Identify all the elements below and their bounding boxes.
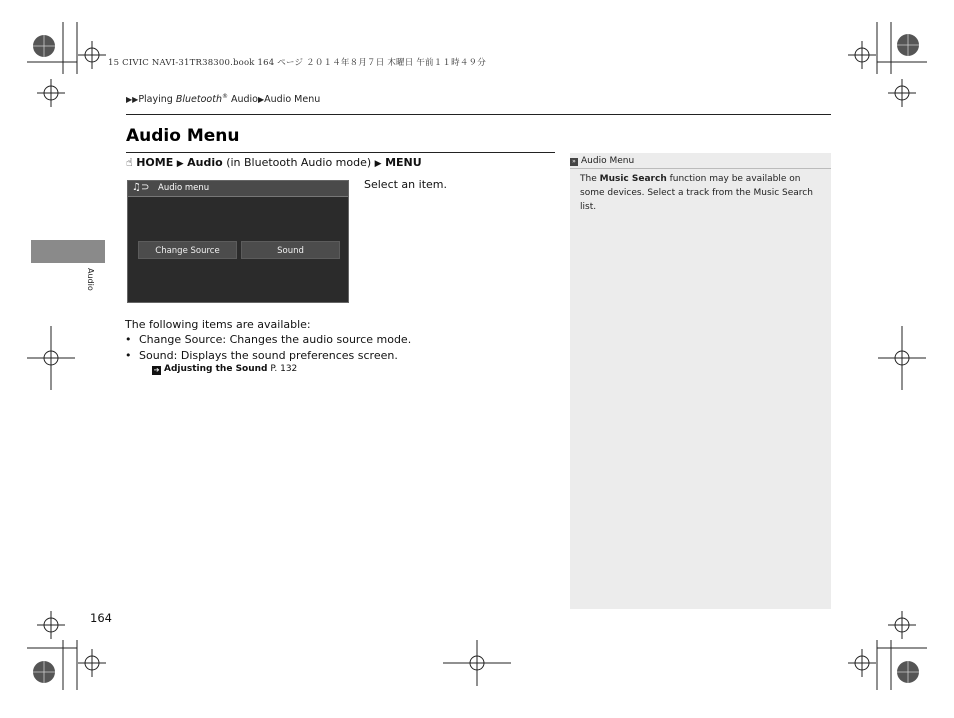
instruction-text: Select an item. [364, 178, 447, 191]
item-name: Change Source [139, 333, 223, 346]
breadcrumb-arrow-icon: ▶ [258, 95, 265, 105]
intro-text: The following items are available: [125, 318, 311, 331]
sidebar-heading-text: Audio Menu [581, 156, 635, 166]
item-name: Sound [139, 349, 174, 362]
nav-home: HOME [136, 156, 174, 169]
note-marker-icon: » [570, 158, 578, 166]
sidebar-panel [570, 153, 831, 609]
note-bold: Music Search [599, 174, 667, 184]
nav-menu: MENU [385, 156, 422, 169]
xref-arrow-icon: ➔ [153, 366, 160, 374]
print-header: 15 CIVIC NAVI-31TR38300.book 164 ページ ２０１４年８月７日 木曜日 午前１１時４９分 [108, 58, 486, 68]
audio-menu-screenshot [127, 180, 349, 303]
sidebar-note [580, 172, 826, 214]
page-number: 164 [90, 611, 112, 625]
navigation-path [126, 156, 422, 169]
item-desc: : Changes the audio source mode. [222, 333, 412, 346]
breadcrumb [126, 93, 320, 105]
section-tab-label: Audio [86, 268, 95, 291]
screen-title: Audio menu [158, 183, 210, 193]
sidebar-heading [570, 156, 634, 166]
sound-button[interactable]: Sound [241, 241, 340, 259]
nav-mode: (in Bluetooth Audio mode) [222, 156, 375, 169]
screen-title-bar [128, 181, 348, 197]
title-rule [126, 152, 555, 153]
music-icon: ♫⊃ [132, 182, 150, 193]
nav-arrow-icon: ▶ [374, 159, 382, 169]
breadcrumb-current: Audio Menu [264, 94, 321, 106]
top-rule [126, 114, 831, 115]
breadcrumb-playing: Playing [138, 94, 176, 106]
hand-icon: ☝ [126, 156, 133, 169]
xref-label: Adjusting the Sound [164, 364, 268, 374]
list-item [125, 349, 398, 362]
note-post: function may be available on some devices. Select a track from the Music Search list. [580, 174, 813, 212]
bullet-icon: • [125, 349, 132, 362]
xref-page: P. 132 [267, 364, 298, 374]
breadcrumb-arrow-icon: ▶▶ [126, 95, 139, 105]
breadcrumb-bluetooth: Bluetooth [175, 94, 222, 106]
breadcrumb-audio: Audio [227, 94, 258, 106]
note-pre: The [580, 174, 600, 184]
change-source-button[interactable]: Change Source [138, 241, 237, 259]
item-desc: : Displays the sound preferences screen. [173, 349, 398, 362]
bullet-icon: • [125, 333, 132, 346]
cross-reference-link[interactable] [152, 364, 297, 375]
registered-mark: ® [221, 93, 228, 100]
nav-audio: Audio [187, 156, 223, 169]
page-title: Audio Menu [126, 126, 240, 146]
nav-arrow-icon: ▶ [176, 159, 184, 169]
section-tab [31, 240, 105, 263]
list-item [125, 333, 411, 346]
